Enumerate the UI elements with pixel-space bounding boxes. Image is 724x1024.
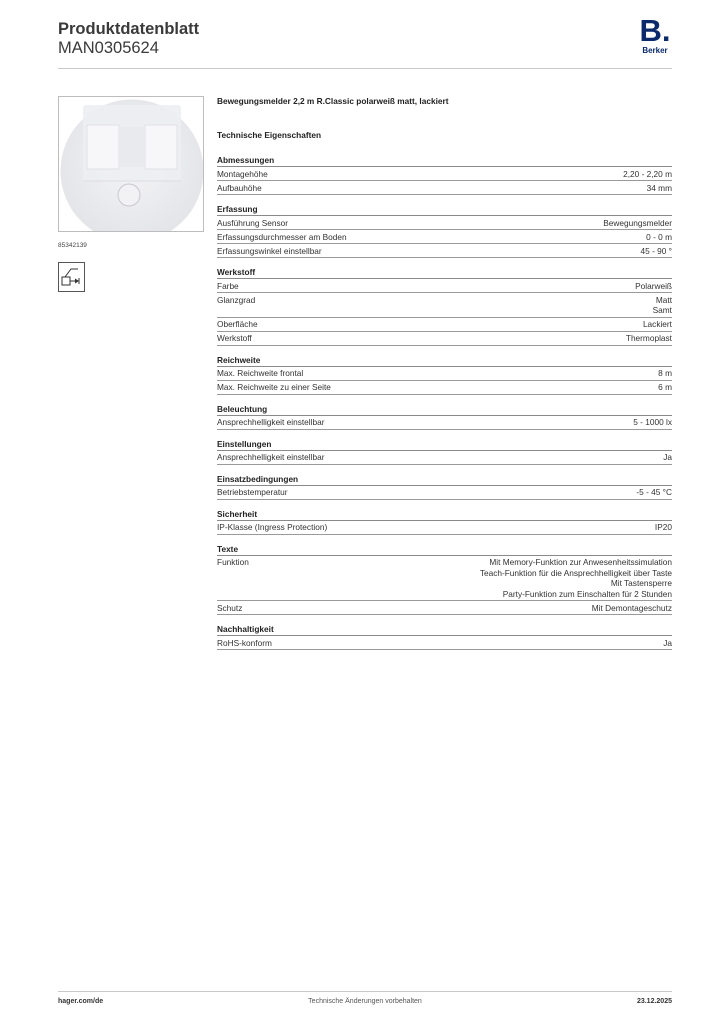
berker-logo — [638, 13, 672, 55]
property-key: Ansprechhelligkeit einstellbar — [217, 417, 325, 427]
property-value-line: Ja — [663, 637, 672, 648]
section-heading: Erfassung — [217, 203, 672, 216]
document-number: MAN0305624 — [58, 39, 159, 57]
property-key: Funktion — [217, 557, 249, 567]
property-row — [217, 451, 672, 465]
property-row — [217, 636, 672, 650]
property-value-line: Polarweiß — [635, 280, 672, 291]
section-heading: Reichweite — [217, 354, 672, 367]
property-key: Erfassungsdurchmesser am Boden — [217, 231, 347, 242]
property-value-line: Ja — [663, 452, 672, 462]
logo-mark: B. — [639, 13, 671, 48]
footer-date: 23.12.2025 — [636, 998, 672, 1005]
property-row — [217, 318, 672, 332]
property-value — [635, 281, 672, 292]
document-title: Produktdatenblatt — [58, 20, 200, 38]
property-value — [480, 557, 672, 599]
property-value-line: Party-Funktion zum Einschalten für 2 Stunden — [502, 588, 672, 599]
section-heading: Nachhaltigkeit — [217, 623, 672, 636]
product-name: Bewegungsmelder 2,2 m R.Classic polarweiß matt, lackiert — [217, 96, 449, 106]
section-heading: Texte — [217, 543, 672, 556]
property-key: Glanzgrad — [217, 294, 256, 305]
section-heading: Abmessungen — [217, 154, 672, 167]
property-row — [217, 367, 672, 381]
property-value — [592, 603, 672, 614]
article-number: 85342139 — [58, 242, 87, 249]
footer-divider — [58, 991, 672, 992]
property-row — [217, 521, 672, 535]
property-key: RoHS-konform — [217, 637, 272, 648]
property-value — [626, 333, 672, 344]
property-value-line: 34 mm — [646, 182, 672, 193]
motion-detector-photo — [59, 97, 204, 232]
property-value — [646, 232, 672, 243]
section — [217, 543, 672, 616]
property-value-line: IP20 — [654, 522, 672, 532]
property-row — [217, 601, 672, 615]
section — [217, 154, 672, 195]
property-key: Montagehöhe — [217, 168, 268, 179]
property-value-line: Samt — [652, 305, 672, 315]
section — [217, 508, 672, 535]
section-heading: Werkstoff — [217, 266, 672, 279]
property-row — [217, 244, 672, 258]
property-value — [603, 218, 672, 229]
property-key: Max. Reichweite zu einer Seite — [217, 382, 331, 392]
property-key: Oberfläche — [217, 319, 258, 329]
property-value-line: Mit Memory-Funktion zur Anwesenheitssimulation — [489, 557, 672, 567]
section-heading: Sicherheit — [217, 508, 672, 521]
content-area — [217, 96, 672, 658]
section-heading: Einstellungen — [217, 438, 672, 451]
property-row — [217, 230, 672, 244]
property-value — [641, 246, 672, 257]
property-key: Ansprechhelligkeit einstellbar — [217, 452, 325, 462]
section — [217, 354, 672, 395]
property-row — [217, 216, 672, 230]
property-row — [217, 167, 672, 181]
properties-sections — [217, 154, 672, 650]
property-value — [658, 382, 672, 393]
section — [217, 266, 672, 346]
property-key: Erfassungswinkel einstellbar — [217, 245, 322, 256]
property-value — [655, 522, 672, 533]
property-value-line: 8 m — [658, 368, 672, 378]
property-value-line: 0 - 0 m — [646, 231, 672, 242]
property-value — [663, 638, 672, 649]
property-key: Max. Reichweite frontal — [217, 368, 304, 378]
tech-properties-title: Technische Eigenschaften — [217, 130, 322, 140]
property-row — [217, 181, 672, 195]
property-key: IP-Klasse (Ingress Protection) — [217, 522, 328, 532]
motion-sensor-symbol-icon — [58, 262, 85, 292]
property-row — [217, 416, 672, 430]
property-value-line: 2,20 - 2,20 m — [623, 168, 672, 179]
product-photo — [58, 96, 204, 232]
section — [217, 403, 672, 430]
property-value — [643, 319, 672, 330]
property-value — [658, 368, 672, 379]
property-value-line: Thermoplast — [625, 333, 672, 343]
property-key: Aufbauhöhe — [217, 182, 262, 193]
footer-website[interactable]: hager.com/de — [58, 998, 104, 1005]
property-row — [217, 279, 672, 293]
property-value-line: 5 - 1000 lx — [633, 417, 672, 427]
section — [217, 203, 672, 258]
property-value — [663, 452, 672, 463]
property-key: Schutz — [217, 602, 243, 613]
property-value — [636, 487, 672, 498]
property-value-line: Mit Tastensperre — [610, 578, 672, 588]
property-value-line: Matt — [655, 294, 672, 305]
section — [217, 473, 672, 500]
footer-notice: Technische Änderungen vorbehalten — [308, 998, 422, 1005]
property-value-line: 45 - 90 ° — [640, 245, 672, 256]
property-row — [217, 381, 672, 395]
property-value — [623, 169, 672, 180]
section-heading: Einsatzbedingungen — [217, 473, 672, 486]
section-heading: Beleuchtung — [217, 403, 672, 416]
section — [217, 623, 672, 650]
header-divider — [58, 68, 672, 69]
section — [217, 438, 672, 465]
property-row — [217, 332, 672, 346]
property-value-line: 6 m — [658, 382, 672, 392]
logo-word: Berker — [642, 46, 668, 55]
property-row — [217, 556, 672, 602]
property-value-line: Mit Demontageschutz — [591, 602, 672, 613]
property-row — [217, 293, 672, 318]
property-value — [633, 417, 672, 428]
property-key: Betriebstemperatur — [217, 487, 288, 497]
property-value-line: -5 - 45 °C — [636, 487, 672, 497]
property-key: Farbe — [217, 280, 239, 291]
property-value-line: Lackiert — [642, 319, 672, 329]
property-value-line: Bewegungsmelder — [603, 217, 672, 228]
page-header — [58, 13, 672, 70]
property-key: Werkstoff — [217, 333, 252, 343]
property-key: Ausführung Sensor — [217, 217, 289, 228]
property-row — [217, 486, 672, 500]
property-value — [647, 183, 672, 194]
property-value-line: Teach-Funktion für die Ansprechhelligkeit über Taste — [479, 567, 672, 578]
property-value — [653, 295, 672, 316]
